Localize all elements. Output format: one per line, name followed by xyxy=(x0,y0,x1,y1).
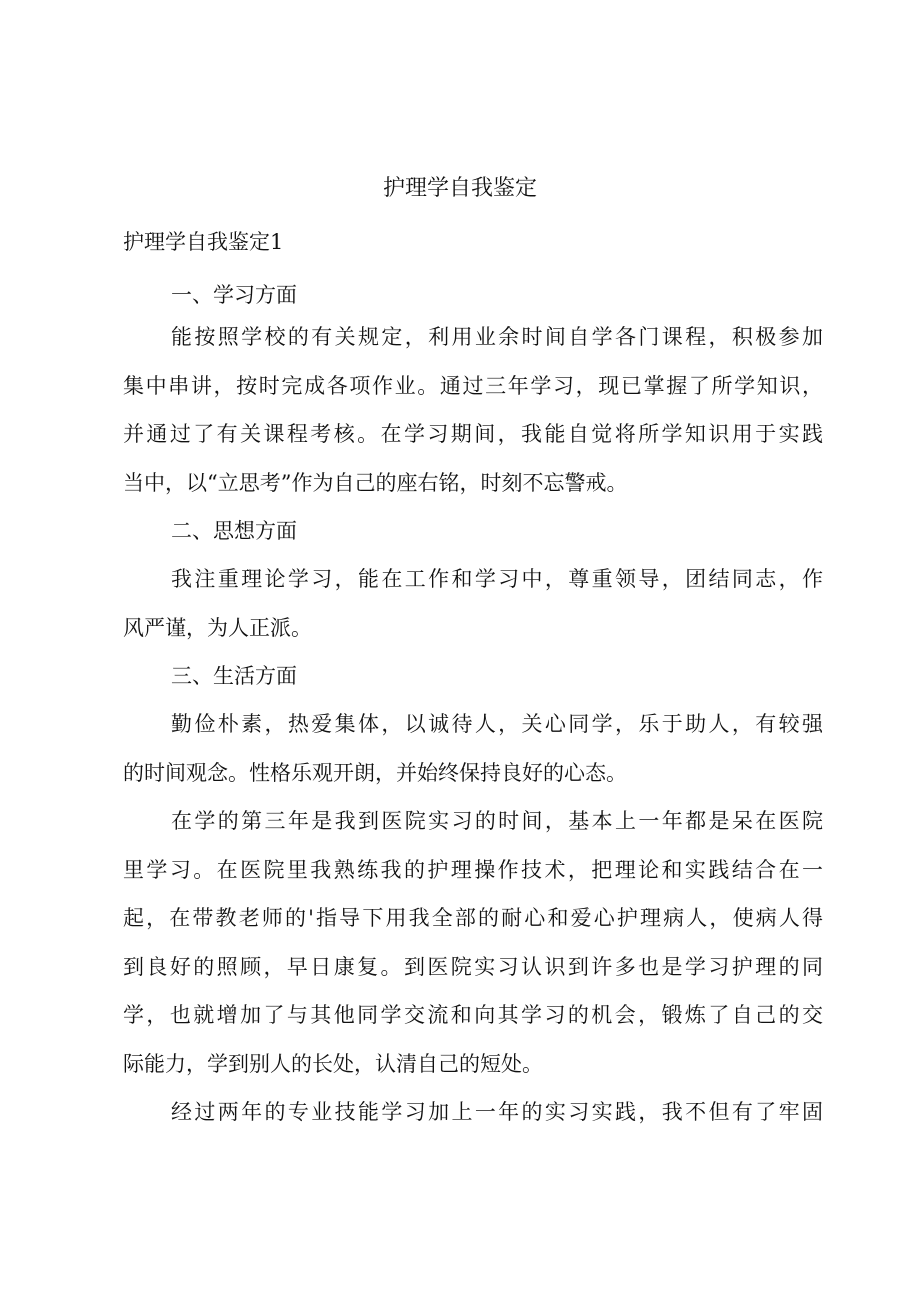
paragraph-study xyxy=(123,313,823,507)
paragraph-line: 我注重理论学习，能在工作和学习中，尊重领导，团结同志，作 xyxy=(171,567,823,591)
document-subtitle xyxy=(123,218,823,267)
paragraph-line: 到良好的照顾，早日康复。到医院实习认识到许多也是学习护理的同 xyxy=(123,954,823,979)
paragraph-line: 并通过了有关课程考核。在学习期间，我能自觉将所学知识用于实践 xyxy=(123,422,823,446)
paragraph-line: 集中串讲，按时完成各项作业。通过三年学习，现已掌握了所学知识， xyxy=(123,373,823,398)
paragraph-life xyxy=(123,700,823,797)
paragraph-line: 里学习。在医院里我熟练我的护理操作技术，把理论和实践结合在一 xyxy=(123,857,823,882)
paragraph-line: 在学的第三年是我到医院实习的时间，基本上一年都是呆在医院 xyxy=(171,809,823,833)
paragraph-line: 学，也就增加了与其他同学交流和向其学习的机会，锻炼了自己的交 xyxy=(123,1003,823,1027)
paragraph-line: 起，在带教老师的'指导下用我全部的耐心和爱心护理病人，使病人得 xyxy=(123,906,823,930)
paragraph-internship xyxy=(123,797,823,1088)
paragraph-line: 风严谨，为人正派。 xyxy=(123,615,312,640)
paragraph-line: 勤俭朴素，热爱集体，以诚待人，关心同学，乐于助人，有较强 xyxy=(171,712,823,736)
paragraph-summary xyxy=(123,1088,823,1137)
section-heading-thought: 二、思想方面 xyxy=(171,519,297,543)
paragraph-line: 际能力，学到别人的长处，认清自己的短处。 xyxy=(123,1051,543,1076)
subtitle-text: 护理学自我鉴定1 xyxy=(123,230,284,254)
document-title: 护理学自我鉴定 xyxy=(382,176,537,201)
section-heading-life: 三、生活方面 xyxy=(171,664,297,688)
paragraph-line: 能按照学校的有关规定，利用业余时间自学各门课程，积极参加 xyxy=(171,325,823,349)
paragraph-line: 经过两年的专业技能学习加上一年的实习实践，我不但有了牢固 xyxy=(171,1100,823,1124)
paragraph-thought xyxy=(123,555,823,652)
paragraph-line: 的时间观念。性格乐观开朗，并始终保持良好的心态。 xyxy=(123,760,627,785)
paragraph-line: 当中，以“立思考”作为自己的座右铭，时刻不忘警戒。 xyxy=(123,470,628,495)
section-heading-study: 一、学习方面 xyxy=(171,283,297,307)
